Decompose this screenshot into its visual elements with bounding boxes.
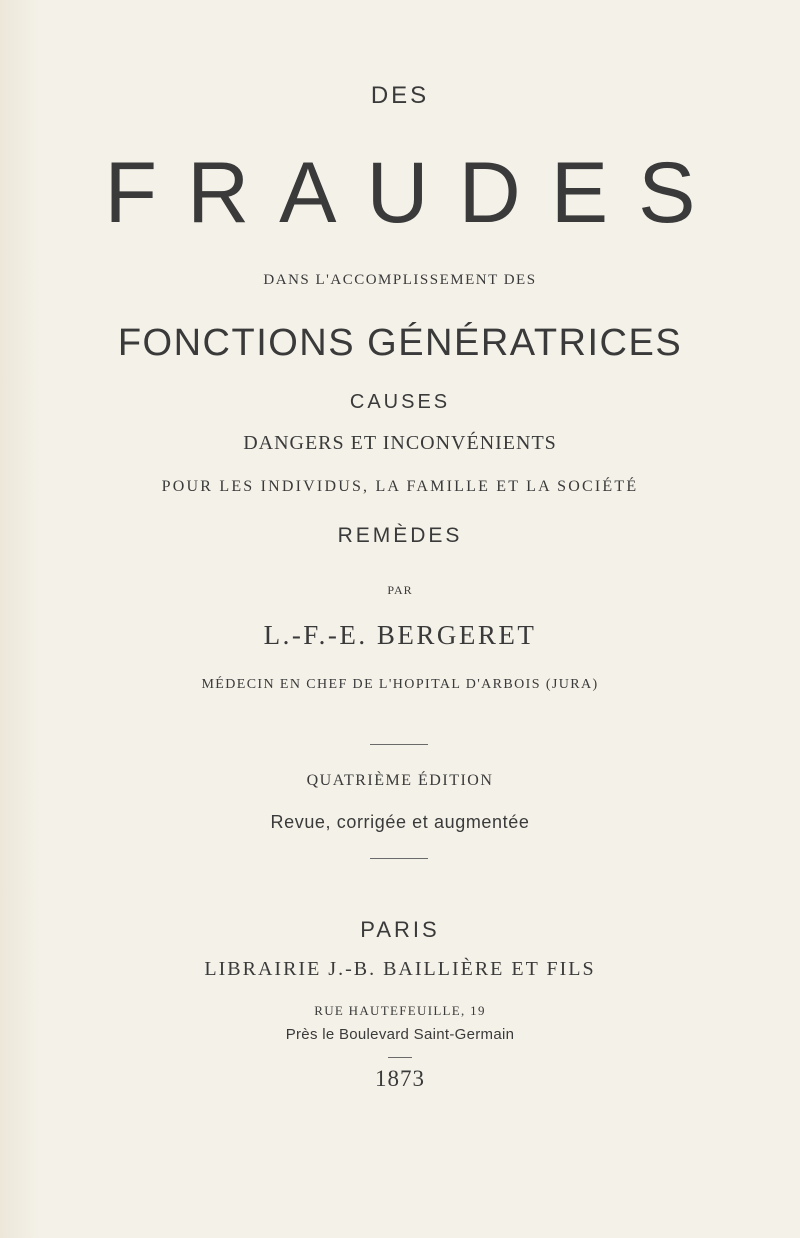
author-role: MÉDECIN EN CHEF DE L'HOPITAL D'ARBOIS (JURA) <box>201 677 599 692</box>
divider-rule <box>370 744 428 745</box>
par-label: PAR <box>387 583 413 597</box>
fraudes-title: FRAUDES <box>104 145 726 241</box>
fonctions-heading: FONCTIONS GÉNÉRATRICES <box>117 322 683 364</box>
divider-rule <box>388 1057 412 1058</box>
revision-label: Revue, corrigée et augmentée <box>270 812 530 832</box>
publication-year: 1873 <box>375 1066 425 1091</box>
street-address: RUE HAUTEFEUILLE, 19 <box>314 1003 486 1018</box>
dangers-line: DANGERS ET INCONVÉNIENTS <box>243 432 557 454</box>
location-note: Près le Boulevard Saint-Germain <box>285 1026 515 1043</box>
causes-heading: CAUSES <box>349 391 451 413</box>
author-name: L.-F.-E. BERGERET <box>263 620 537 650</box>
publisher-name: LIBRAIRIE J.-B. BAILLIÈRE ET FILS <box>204 958 596 980</box>
remedes-heading: REMÈDES <box>337 524 463 547</box>
city-label: PARIS <box>360 917 440 942</box>
des-heading: DES <box>370 82 430 109</box>
edition-label: QUATRIÈME ÉDITION <box>306 772 494 789</box>
divider-rule <box>370 858 428 859</box>
dans-subtitle: DANS L'ACCOMPLISSEMENT DES <box>263 272 537 288</box>
pour-line: POUR LES INDIVIDUS, LA FAMILLE ET LA SOCIÉTÉ <box>161 478 639 495</box>
